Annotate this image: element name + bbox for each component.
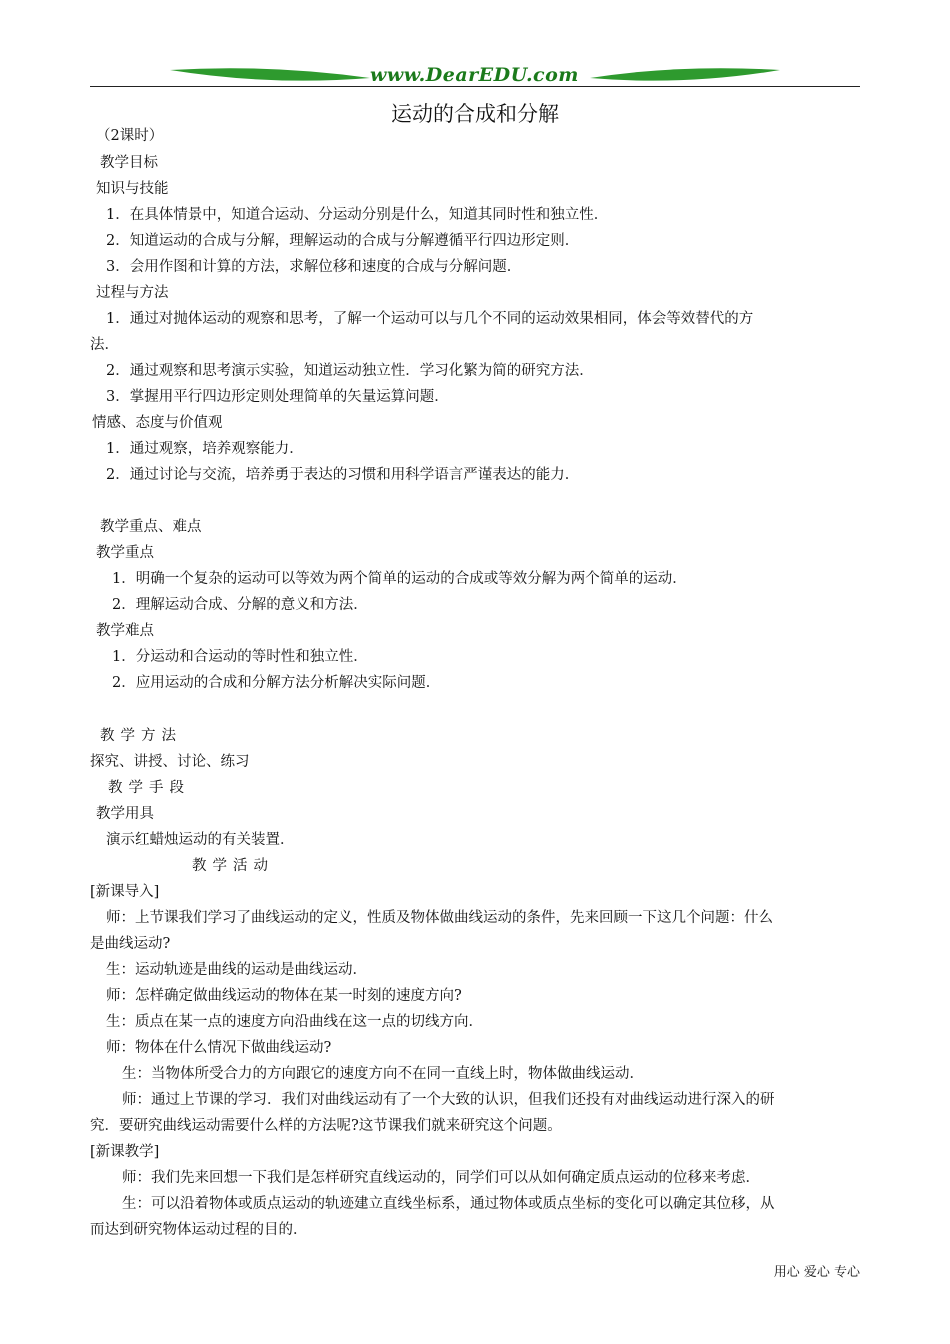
section-heading: 教学重点、难点 (100, 519, 202, 535)
text-line: 2．知道运动的合成与分解，理解运动的合成与分解遵循平行四边形定则． (106, 233, 580, 249)
text-line: 生：可以沿着物体或质点运动的轨迹建立直线坐标系，通过物体或质点坐标的变化可以确定其位移，从 (122, 1196, 775, 1212)
section-heading: 教学方法 (100, 728, 182, 744)
subsection-heading: 情感、态度与价值观 (92, 415, 223, 431)
page-footer: 用心 爱心 专心 (773, 1265, 860, 1280)
document-title: 运动的合成和分解 (391, 102, 559, 126)
section-heading: 教学活动 (192, 858, 274, 874)
text-line: 师：我们先来回想一下我们是怎样研究直线运动的，同学们可以从如何确定质点运动的位移来考虑． (122, 1170, 760, 1186)
text-line: 是曲线运动? (90, 936, 171, 952)
text-line: 1．通过观察，培养观察能力． (106, 441, 304, 457)
text-line: 法． (90, 337, 119, 353)
text-line: 2．通过讨论与交流，培养勇于表达的习惯和用科学语言严谨表达的能力． (106, 467, 580, 483)
text-line: 1．明确一个复杂的运动可以等效为两个简单的运动的合成或等效分解为两个简单的运动． (112, 571, 687, 587)
page-header (90, 62, 860, 92)
section-heading: 教学目标 (100, 155, 158, 171)
text-line: 师：通过上节课的学习．我们对曲线运动有了一个大致的认识，但我们还投有对曲线运动进行深入的研 (122, 1092, 775, 1108)
text-line: 2．理解运动合成、分解的意义和方法． (112, 597, 368, 613)
site-logo[interactable]: www.DearEDU.com (370, 64, 579, 86)
subsection-heading: 教学难点 (96, 623, 154, 639)
text-line: [新课导入] (90, 884, 160, 900)
text-line: 3．会用作图和计算的方法，求解位移和速度的合成与分解问题． (106, 259, 522, 275)
text-line: [新课教学] (90, 1144, 160, 1160)
text-line: 师：上节课我们学习了曲线运动的定义，性质及物体做曲线运动的条件，先来回顾一下这几个问题：什么 (106, 910, 773, 926)
text-line: 演示红蜡烛运动的有关装置． (106, 832, 295, 848)
right-swoosh-icon (590, 66, 780, 84)
text-line: 而达到研究物体运动过程的目的． (90, 1222, 308, 1238)
text-line: 探究、讲授、讨论、练习 (90, 754, 250, 770)
subsection-heading: 知识与技能 (96, 181, 169, 197)
text-line: 2．通过观察和思考演示实验，知道运动独立性．学习化繁为简的研究方法． (106, 363, 594, 379)
text-line: 究．要研究曲线运动需要什么样的方法呢?这节课我们就来研究这个问题。 (90, 1118, 562, 1134)
text-line: 生：当物体所受合力的方向跟它的速度方向不在同一直线上时，物体做曲线运动． (122, 1066, 644, 1082)
text-line: 3．掌握用平行四边形定则处理简单的矢量运算问题． (106, 389, 449, 405)
left-swoosh-icon (170, 66, 370, 84)
text-line: 2．应用运动的合成和分解方法分析解决实际问题． (112, 675, 441, 691)
text-line: 1．分运动和合运动的等时性和独立性． (112, 649, 368, 665)
text-line: 生：运动轨迹是曲线的运动是曲线运动． (106, 962, 367, 978)
text-line: 1．在具体情景中，知道合运动、分运动分别是什么，知道其同时性和独立性． (106, 207, 609, 223)
subsection-heading: 教学重点 (96, 545, 154, 561)
section-heading: 教学手段 (108, 780, 190, 796)
text-line: 师：物体在什么情况下做曲线运动? (106, 1040, 332, 1056)
text-line: （2课时） (96, 128, 164, 144)
subsection-heading: 教学用具 (96, 806, 154, 822)
text-line: 师：怎样确定做曲线运动的物体在某一时刻的速度方向? (106, 988, 462, 1004)
text-line: 生：质点在某一点的速度方向沿曲线在这一点的切线方向． (106, 1014, 483, 1030)
text-line: 1．通过对抛体运动的观察和思考，了解一个运动可以与几个不同的运动效果相同，体会等效替代的方 (106, 311, 754, 327)
subsection-heading: 过程与方法 (96, 285, 169, 301)
header-rule (90, 86, 860, 87)
